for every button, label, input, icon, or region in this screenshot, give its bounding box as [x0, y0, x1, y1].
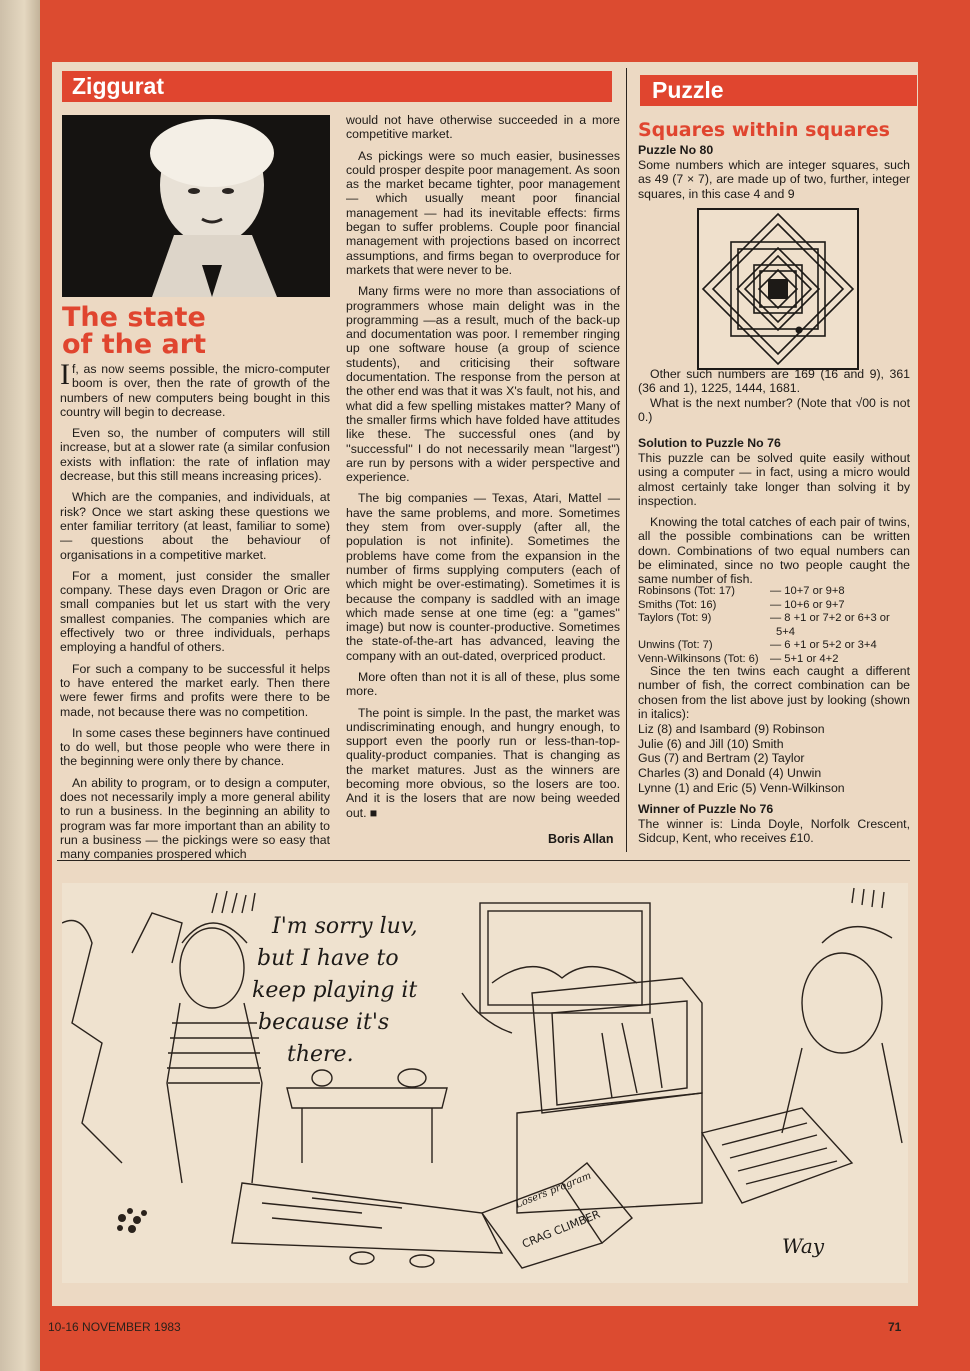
- cartoon-box-label-1: Losers program: [514, 1170, 593, 1211]
- column-divider: [626, 68, 627, 852]
- list-item: Julie (6) and Jill (10) Smith: [638, 736, 784, 751]
- puzzle-intro: Some numbers which are integer squares, such as 49 (7 × 7), are made up of two, further, integer squares, in this case 4 and 9: [638, 158, 910, 201]
- list-item: Gus (7) and Bertram (2) Taylor: [638, 751, 805, 766]
- paragraph: Many firms were no more than associations of programmers whose main delight was in the programming —as a result, much of the back-up and documentation was poor. I remember ringing up one software house (a group of science students), and criticising their software documentation. The response from the person at the other end was that it was X's fault, not his, and what did a few spelling mistakes matter? Many of the smaller firms which have folded have attitudes like these. The successful ones (and by ''successful'' I do not necessarily mean ''largest'') are run by persons with a wider perspective and experience.: [346, 284, 620, 485]
- paragraph: If, as now seems possible, the micro-computer boom is over, then the rate of growth of the numbers of new computers being bought in this country will begin to decrease.: [60, 358, 330, 419]
- author-photo: [62, 115, 330, 297]
- paragraph: For a moment, just consider the smaller company. These days even Dragon or Oric are small companies but let us start with the very smallest companies. The companies which are effectively two or three individuals, perhaps employing a handful of others.: [60, 568, 330, 655]
- paragraph: The big companies — Texas, Atari, Mattel — have the same problems, and more. Sometimes they stem from over-supply (after all, the population is not infinite). Sometimes the problems have come from the expansion in the number of firms supplying computers (each of which might be over-estimating). Sometimes it is because the company is saddled with an image which made sense at one time (eg: a ''games'' image) but now is counter-productive. Sometimes the state-of-the-art has advanced, leaving the company with an out-dated, overpriced product.: [346, 491, 620, 663]
- cartoon-caption-line-1: I'm sorry luv,: [272, 914, 418, 939]
- puzzle-number: Puzzle No 80: [638, 143, 714, 157]
- puzzle-banner: Puzzle: [640, 75, 917, 106]
- solution-heading: Solution to Puzzle No 76: [638, 436, 781, 450]
- catches-table: [638, 585, 910, 666]
- paragraph: Even so, the number of computers will still increase, but at a slower rate (a similar confusion exists with inflation: the rate of inflation may decrease, but this still means increasing prices).: [60, 426, 330, 484]
- paragraph: would not have otherwise succeeded in a more competitive market.: [346, 113, 620, 142]
- author-portrait-graphic: [62, 115, 330, 297]
- article-byline: Boris Allan: [548, 832, 614, 846]
- page-number: 71: [888, 1320, 902, 1334]
- cartoon-caption-line-4: because it's: [258, 1010, 390, 1035]
- drop-cap: I: [60, 358, 70, 391]
- paragraph: The point is simple. In the past, the market was undiscriminating enough, and hungry enough, to support even the poorly run or less-than-top-quality-product companies. That is changing as the market matures. Just as the winners are becoming more obvious, so the losers are too. And it is the losers that are now being weeded out. ■: [346, 705, 620, 820]
- paragraph: In some cases these beginners have continued to do well, but those people who were there in the beginning were only there by chance.: [60, 725, 330, 769]
- solution-conclusion: Since the ten twins each caught a different number of fish, the correct combination can be chosen from the list above just by looking (shown in italics):: [638, 664, 910, 721]
- article-column-1: [60, 358, 330, 862]
- answer-list: [638, 722, 845, 796]
- cartoon-illustration: [62, 883, 908, 1283]
- nested-squares-figure: [697, 208, 859, 370]
- list-item: Liz (8) and Isambard (9) Robinson: [638, 722, 825, 736]
- paragraph: Which are the companies, and individuals, at risk? Once we start asking these questions we enter familiar territory (at least, familiar to some) — questions about the behaviour of organisations in a competitive market.: [60, 490, 330, 562]
- solution-text: This puzzle can be solved quite easily without using a computer — in fact, using a micro would almost certainly take longer than solving it by inspection. Knowing the total catches of each pair of twins, all the possible combinations can be written down. Combinations of two equal numbers can be eliminated, since no two people caught the same number of fish.: [638, 451, 910, 587]
- headline-line-2: of the art: [62, 329, 206, 360]
- list-item: Lynne (1) and Eric (5) Venn-Wilkinson: [638, 780, 845, 795]
- table-row: Venn-Wilkinsons (Tot: 6) — 5+1 or 4+2: [638, 652, 839, 665]
- nested-squares-graphic: [699, 210, 857, 368]
- table-row: Unwins (Tot: 7) — 6 +1 or 5+2 or 3+4: [638, 639, 877, 651]
- puzzle-title: Squares within squares: [638, 119, 890, 141]
- cartoon-caption-line-2: but I have to: [257, 946, 399, 971]
- table-row: Smiths (Tot: 16) — 10+6 or 9+7: [638, 598, 845, 611]
- paragraph: For such a company to be successful it helps to have entered the market early. Then there were fewer firms and profits were there to be made, not because there was no competition.: [60, 661, 330, 719]
- winner-text: The winner is: Linda Doyle, Norfolk Crescent, Sidcup, Kent, who receives £10.: [638, 817, 910, 846]
- table-row: 5+4: [776, 625, 795, 638]
- cartoon-caption-line-3: keep playing it: [252, 978, 418, 1003]
- table-row: Taylors (Tot: 9) — 8 +1 or 7+2 or 6+3 or: [638, 612, 890, 624]
- winner-heading: Winner of Puzzle No 76: [638, 802, 774, 816]
- cartoon-caption-line-5: there.: [287, 1042, 354, 1067]
- cartoon-drawing: [62, 883, 908, 1283]
- puzzle-text: Other such numbers are 169 (16 and 9), 361 (36 and 1), 1225, 1444, 1681. What is the next number? (Note that √00 is not 0.): [638, 367, 910, 424]
- article-headline: [62, 304, 206, 358]
- table-row: Robinsons (Tot: 17) — 10+7 or 9+8: [638, 585, 845, 597]
- issue-date: 10-16 NOVEMBER 1983: [48, 1320, 181, 1334]
- article-column-2: [346, 113, 620, 820]
- paragraph: As pickings were so much easier, businesses could prosper despite poor management. As soon as the market became tighter, poor management — which usually meant poor financial management — had its inevitable effects: firms began to suffer problems. Couple poor financial management with projections based on incorrect assumptions, and firms began to overproduce for markets that were never to be.: [346, 148, 620, 277]
- paragraph: An ability to program, or to design a computer, does not necessarily imply a more general ability to run a business. In the beginning an ability to program was far more important than an ability to run a business — the pickings were so easy that many companies prospered which: [60, 775, 330, 862]
- headline-line-1: The state: [62, 302, 206, 333]
- ziggurat-banner: Ziggurat: [62, 71, 612, 102]
- list-item: Charles (3) and Donald (4) Unwin: [638, 766, 822, 781]
- paragraph: More often than not it is all of these, plus some more.: [346, 669, 620, 699]
- cartoonist-signature: Way: [782, 1234, 825, 1258]
- cartoon-box-label-2: CRAG CLIMBER: [520, 1207, 603, 1251]
- magazine-spine: [0, 0, 44, 1371]
